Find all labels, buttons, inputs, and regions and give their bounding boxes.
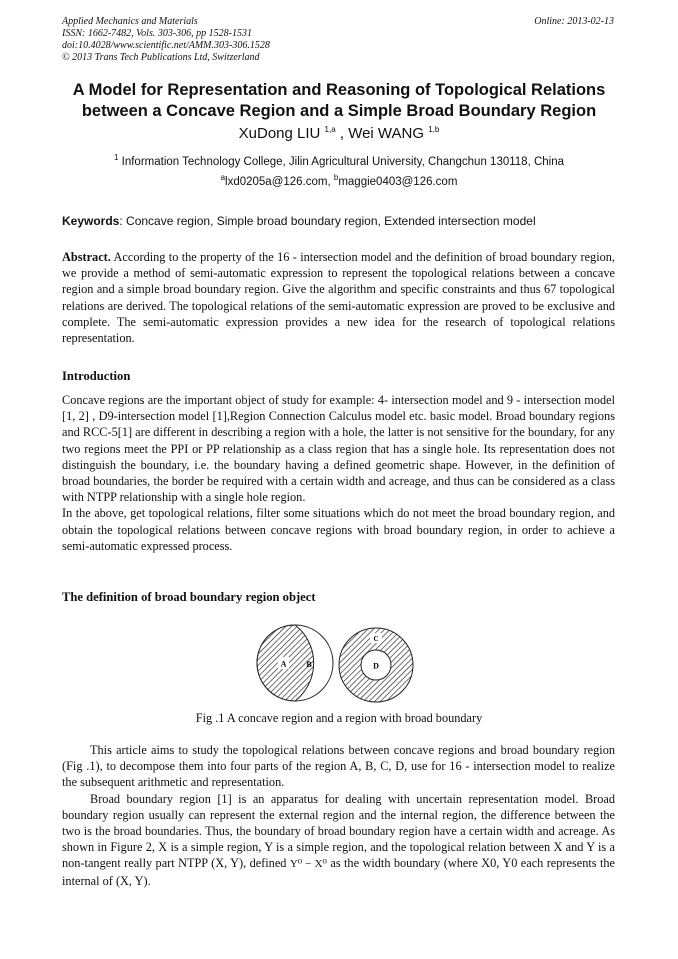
concave-region-figure [257,625,333,701]
email-a-sup: a [220,173,226,183]
affiliation-sup: 1 [113,153,119,163]
introduction-paragraph-2: In the above, get topological relations, filter some situations which do not meet the broad boundary region, and obtain the topological relations between concave regions with broad boundary region, in order to achieve a semi-automatic expressed process. [62,506,615,553]
author-1: XuDong LIU [238,125,321,142]
definition-paragraph-1: This article aims to study the topological relations between concave regions and broad boundary region (Fig .1), to decompose them into four parts of the region A, B, C, D, use for 16 - intersection model to realize the subsequent arithmetic and representation. [62,743,615,790]
author-list [40,125,638,142]
journal-name: Applied Mechanics and Materials [62,16,198,27]
online-date: Online: 2013-02-13 [534,16,614,27]
email-a: lxd0205a@126.com, [225,176,334,188]
region-c-label: C [373,635,379,643]
region-a-label: A [280,659,287,669]
definition-paragraph-2-tail: as the width boundary (where X0, Y0 each represents the internal of (X, Y). [62,856,615,888]
email-line [40,172,638,192]
email-b: maggie0403@126.com [338,176,458,188]
keywords-text: : Concave region, Simple broad boundary region, Extended intersection model [119,214,536,228]
email-b-sup: b [333,173,339,183]
doi-line: doi:10.4028/www.scientific.net/AMM.303-306.1528 [62,40,270,51]
region-d-label: D [373,661,379,671]
author-1-affil: 1,a [324,125,336,134]
issn-line: ISSN: 1662-7482, Vols. 303-306, pp 1528-1531 [62,28,252,39]
affiliation-line [40,152,638,172]
title-line-1: A Model for Representation and Reasoning of Topological Relations [72,81,606,99]
broad-boundary-region-figure [339,628,413,702]
definition-heading: The definition of broad boundary region object [62,590,316,604]
copyright-line: © 2013 Trans Tech Publications Ltd, Switzerland [62,52,260,63]
introduction-body [62,392,615,554]
introduction-paragraph-1: Concave regions are the important object of study for example: 4- intersection model and 9 - intersection model [1, 2] , D9-intersection model [1],Region Connection Calculus model etc. basic model. Broad boundary regions and RCC-5[1] are different in describing a region with a hole, the latter is not sensitive for the boundary, for any two regions meet the PPI or PP relationship as a class region that has a single hole. Its representation does not distinguish the boundary, i.e. the boundary having a defined geometric shape. However, in the definition of broad boundaries, the border be required with a certain width and acreage, and thus can be considered as a class with NTPP relationship with a single hole region. [62,393,615,505]
figure-1 [255,617,435,709]
author-2-affil: 1,b [428,125,440,134]
abstract-label: Abstract. [62,250,111,264]
introduction-heading: Introduction [62,369,131,383]
affiliation-text: Information Technology College, Jilin Agricultural University, Changchun 130118, China [121,156,565,168]
affiliation-block [40,152,638,192]
abstract-text: According to the property of the 16 - intersection model and the definition of broad boundary region, we provide a method of semi-automatic expression to represent the topological relations between a concave region and a simple broad boundary region. Give the algorithm and specific constraints and thus 67 topological relations are derived. The topological relations of the semi-automatic expression are proved to be exclusive and complete. The semi-automatic expression provides a new idea for the research of topological relations representation. [62,250,615,346]
width-boundary-formula: Y⁰ − X⁰ [289,858,327,871]
abstract [62,249,615,346]
definition-body [62,742,615,889]
paper-title [40,80,638,122]
title-line-2: between a Concave Region and a Simple Broad Boundary Region [81,102,597,120]
keywords-label: Keywords [62,214,120,228]
author-2: Wei WANG [348,125,425,142]
author-separator: , [335,125,349,142]
journal-header [62,16,270,64]
definition-paragraph-2 [62,791,615,889]
definition-paragraph-2-main: Broad boundary region [1] is an apparatus for dealing with uncertain representation model. Broad boundary region usually can represent the external region and the internal region, the difference between the two is the broad boundaries. Thus, the boundary of broad boundary region have a certain width and acreage. As shown in Figure 2, X is a simple region, Y is a simple region, and the topological relation between X and Y is a non-tangent really part NTPP (X, Y), defined [62,791,615,871]
region-b-label: B [306,660,312,669]
keywords-line [62,214,622,228]
figure-1-caption: Fig .1 A concave region and a region with broad boundary [195,711,483,725]
